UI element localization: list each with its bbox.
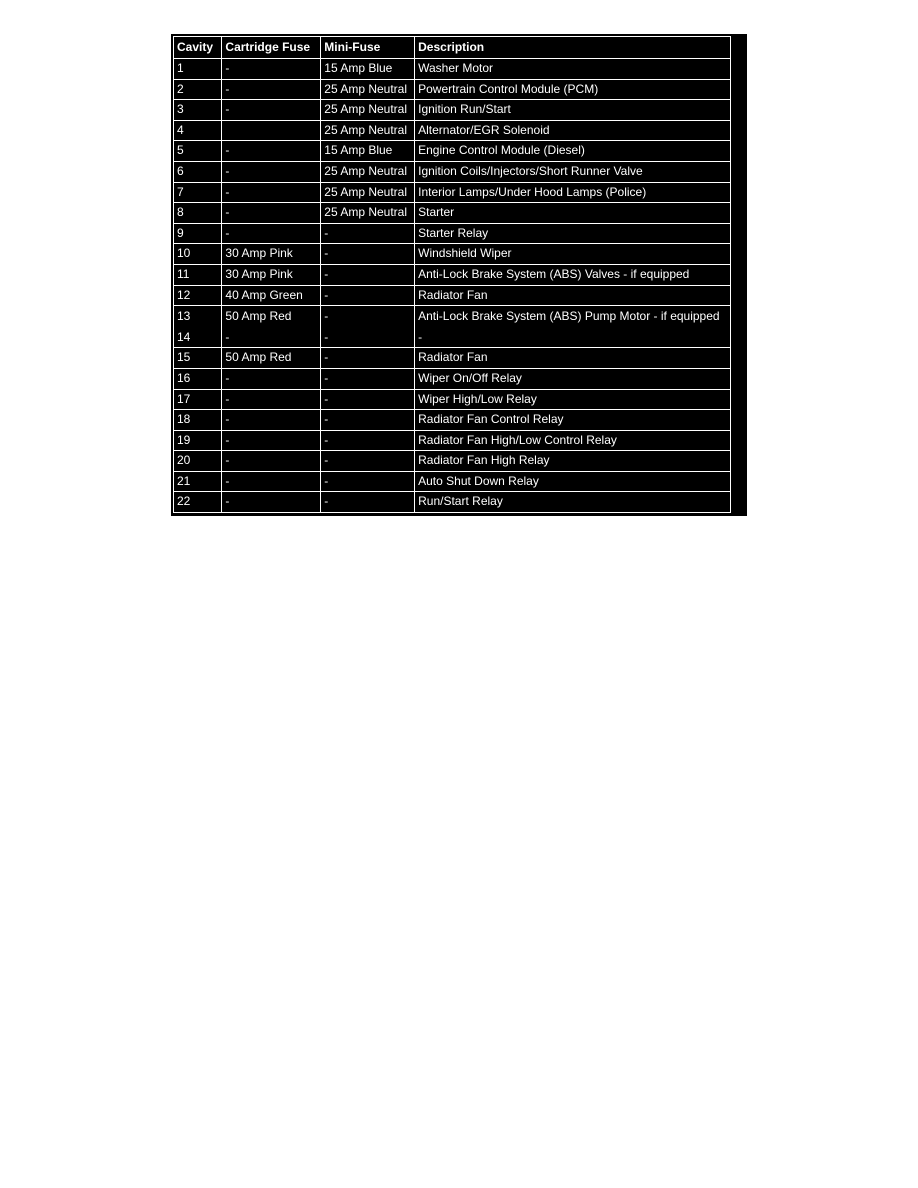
cartridge-cell: 50 Amp Red xyxy=(225,309,292,324)
table-row-merged xyxy=(174,306,731,348)
cavity-cell: 16 xyxy=(174,368,222,389)
description-cell: Auto Shut Down Relay xyxy=(415,471,731,492)
cavity-cell: 21 xyxy=(174,471,222,492)
cartridge-cell: - xyxy=(222,79,321,100)
cartridge-cell: - xyxy=(222,410,321,431)
header-mini-fuse: Mini-Fuse xyxy=(321,37,415,59)
cavity-cell: 20 xyxy=(174,451,222,472)
mini-cell-stack xyxy=(321,306,415,348)
cavity-cell: 14 xyxy=(177,329,191,344)
mini-cell: - xyxy=(324,309,329,324)
cavity-cell: 5 xyxy=(174,141,222,162)
description-cell: Radiator Fan High Relay xyxy=(415,451,731,472)
description-cell: Washer Motor xyxy=(415,59,731,80)
table-row xyxy=(174,471,731,492)
description-cell: Run/Start Relay xyxy=(415,492,731,513)
table-row xyxy=(174,492,731,513)
cartridge-cell: - xyxy=(222,59,321,80)
table-row xyxy=(174,389,731,410)
table-row xyxy=(174,451,731,472)
mini-cell: - xyxy=(321,264,415,285)
description-cell: Windshield Wiper xyxy=(415,244,731,265)
table-row xyxy=(174,264,731,285)
cavity-cell: 2 xyxy=(174,79,222,100)
description-cell: Starter xyxy=(415,203,731,224)
mini-cell: - xyxy=(321,223,415,244)
table-row xyxy=(174,59,731,80)
mini-cell: - xyxy=(321,285,415,306)
fuse-table xyxy=(173,36,731,513)
mini-cell: 15 Amp Blue xyxy=(321,59,415,80)
description-cell: Radiator Fan xyxy=(415,348,731,369)
fuse-table-container xyxy=(171,34,747,516)
mini-cell: - xyxy=(324,329,329,344)
mini-cell: - xyxy=(321,471,415,492)
cartridge-cell: - xyxy=(222,141,321,162)
cartridge-cell: 30 Amp Pink xyxy=(222,264,321,285)
cartridge-cell: - xyxy=(222,203,321,224)
table-header-row xyxy=(174,37,731,59)
table-row xyxy=(174,100,731,121)
mini-cell: 25 Amp Neutral xyxy=(321,203,415,224)
cavity-cell: 7 xyxy=(174,182,222,203)
description-cell: Starter Relay xyxy=(415,223,731,244)
table-row xyxy=(174,368,731,389)
table-row xyxy=(174,161,731,182)
description-cell: Anti-Lock Brake System (ABS) Valves - if equipped xyxy=(415,264,731,285)
mini-cell: 25 Amp Neutral xyxy=(321,79,415,100)
cartridge-cell: - xyxy=(222,471,321,492)
cartridge-cell: - xyxy=(222,492,321,513)
table-row xyxy=(174,285,731,306)
cavity-cell: 15 xyxy=(174,348,222,369)
cavity-cell: 9 xyxy=(174,223,222,244)
cavity-cell: 11 xyxy=(174,264,222,285)
cavity-cell: 18 xyxy=(174,410,222,431)
cavity-cell: 22 xyxy=(174,492,222,513)
cartridge-cell: - xyxy=(222,223,321,244)
cartridge-cell: 40 Amp Green xyxy=(222,285,321,306)
mini-cell: - xyxy=(321,430,415,451)
table-row xyxy=(174,120,731,141)
cartridge-cell: - xyxy=(222,389,321,410)
description-cell: Wiper High/Low Relay xyxy=(415,389,731,410)
cavity-cell: 6 xyxy=(174,161,222,182)
mini-cell: 25 Amp Neutral xyxy=(321,182,415,203)
description-cell: Radiator Fan High/Low Control Relay xyxy=(415,430,731,451)
mini-cell: 25 Amp Neutral xyxy=(321,161,415,182)
cartridge-cell: - xyxy=(222,368,321,389)
mini-cell: - xyxy=(321,368,415,389)
cavity-cell: 8 xyxy=(174,203,222,224)
description-cell: Radiator Fan Control Relay xyxy=(415,410,731,431)
description-cell: Wiper On/Off Relay xyxy=(415,368,731,389)
description-cell: Ignition Run/Start xyxy=(415,100,731,121)
cavity-cell: 12 xyxy=(174,285,222,306)
mini-cell: 15 Amp Blue xyxy=(321,141,415,162)
cavity-cell: 4 xyxy=(174,120,222,141)
table-row xyxy=(174,430,731,451)
table-row xyxy=(174,410,731,431)
mini-cell: - xyxy=(321,348,415,369)
table-row xyxy=(174,79,731,100)
mini-cell: 25 Amp Neutral xyxy=(321,100,415,121)
table-row xyxy=(174,203,731,224)
cartridge-cell: 50 Amp Red xyxy=(222,348,321,369)
cavity-cell: 17 xyxy=(174,389,222,410)
mini-cell: - xyxy=(321,451,415,472)
cavity-cell: 13 xyxy=(177,309,191,324)
cartridge-cell: - xyxy=(222,100,321,121)
description-cell: - xyxy=(418,329,423,344)
description-cell: Radiator Fan xyxy=(415,285,731,306)
description-cell: Ignition Coils/Injectors/Short Runner Valve xyxy=(415,161,731,182)
cartridge-cell-stack xyxy=(222,306,321,348)
cartridge-cell: - xyxy=(222,430,321,451)
mini-cell: - xyxy=(321,410,415,431)
mini-cell: - xyxy=(321,492,415,513)
header-description: Description xyxy=(415,37,731,59)
description-cell: Powertrain Control Module (PCM) xyxy=(415,79,731,100)
cavity-cell: 3 xyxy=(174,100,222,121)
mini-cell: 25 Amp Neutral xyxy=(321,120,415,141)
cartridge-cell: - xyxy=(222,451,321,472)
cavity-cell: 19 xyxy=(174,430,222,451)
table-row xyxy=(174,141,731,162)
description-cell: Alternator/EGR Solenoid xyxy=(415,120,731,141)
table-row xyxy=(174,244,731,265)
cartridge-cell: - xyxy=(222,161,321,182)
header-cavity: Cavity xyxy=(174,37,222,59)
cartridge-cell: 30 Amp Pink xyxy=(222,244,321,265)
description-cell: Interior Lamps/Under Hood Lamps (Police) xyxy=(415,182,731,203)
header-cartridge-fuse: Cartridge Fuse xyxy=(222,37,321,59)
description-cell-stack xyxy=(415,306,731,348)
cartridge-cell: - xyxy=(225,329,230,344)
table-row xyxy=(174,223,731,244)
mini-cell: - xyxy=(321,244,415,265)
cartridge-cell: - xyxy=(222,182,321,203)
description-cell: Anti-Lock Brake System (ABS) Pump Motor - if equipped xyxy=(418,309,720,324)
cavity-cell: 10 xyxy=(174,244,222,265)
mini-cell: - xyxy=(321,389,415,410)
cavity-cell-stack xyxy=(174,306,222,348)
cartridge-cell xyxy=(222,120,321,141)
cavity-cell: 1 xyxy=(174,59,222,80)
table-row xyxy=(174,348,731,369)
description-cell: Engine Control Module (Diesel) xyxy=(415,141,731,162)
table-row xyxy=(174,182,731,203)
